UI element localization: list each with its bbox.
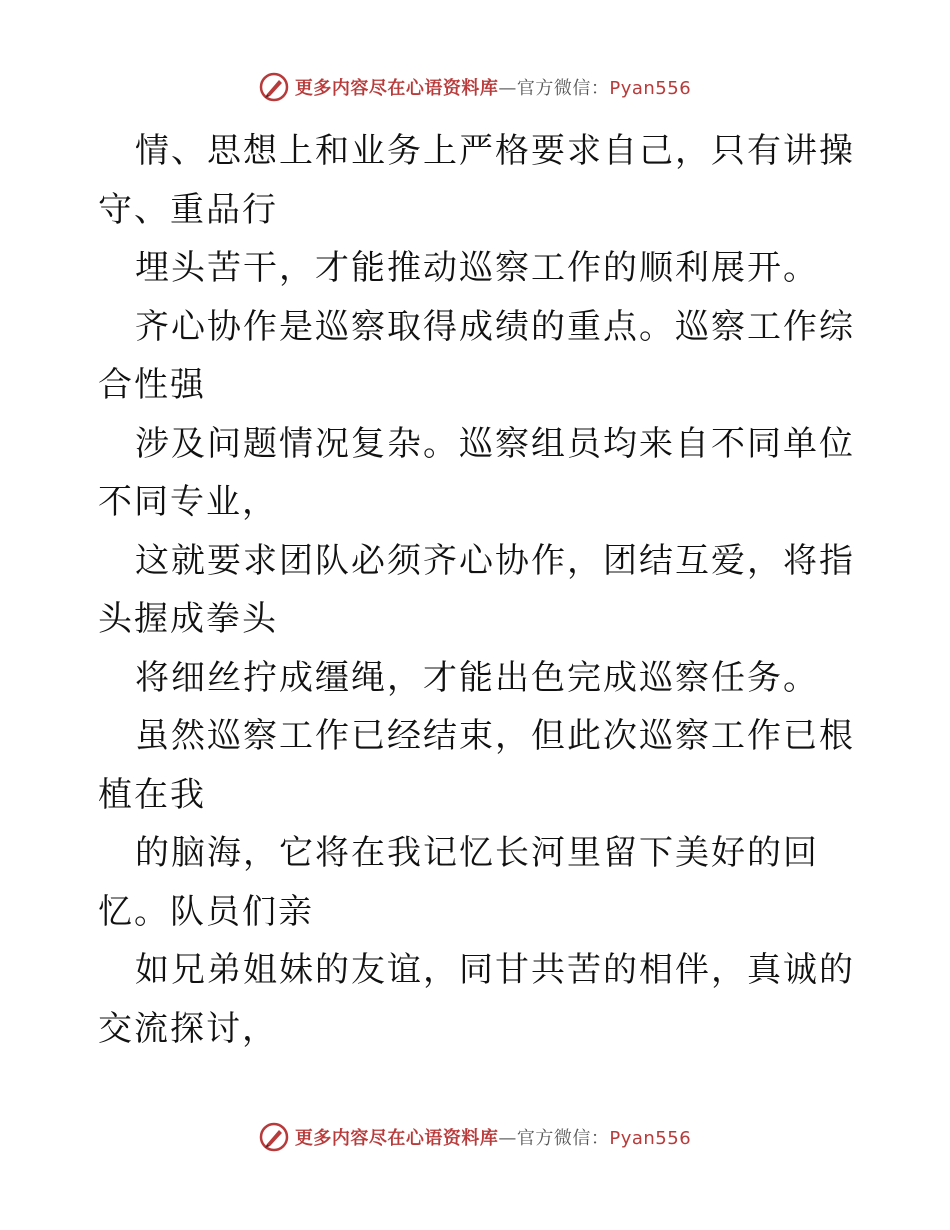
header-banner-title: 更多内容尽在心语资料库: [294, 78, 499, 99]
paragraph: 涉及问题情况复杂。巡察组员均来自不同单位不同专业，: [98, 423, 855, 522]
paragraph: 这就要求团队必须齐心协作，团结互爱，将指头握成拳头: [98, 540, 855, 639]
footer-banner-dash: —: [498, 1128, 517, 1149]
paragraph: 情、思想上和业务上严格要求自己，只有讲操守、重品行: [98, 131, 855, 230]
footer-banner-text: [295, 1124, 691, 1150]
header-banner-wechat-id: Pyan556: [609, 78, 692, 99]
footer-banner-wechat-id: Pyan556: [609, 1128, 692, 1149]
header-banner-wechat-label: 官方微信：: [516, 78, 610, 99]
footer-banner-title: 更多内容尽在心语资料库: [294, 1128, 499, 1149]
footer-banner-wechat-label: 官方微信：: [516, 1128, 610, 1149]
header-banner-dash: —: [498, 78, 517, 99]
header-banner: [0, 72, 950, 102]
paragraph: 埋头苦干，才能推动巡察工作的顺利展开。: [135, 248, 819, 288]
paragraph: 如兄弟姐妹的友谊，同甘共苦的相伴，真诚的交流探讨，: [98, 950, 855, 1049]
pen-logo-icon: [259, 1122, 289, 1152]
pen-logo-icon: [259, 72, 289, 102]
footer-banner: [0, 1122, 950, 1152]
paragraph: 的脑海，它将在我记忆长河里留下美好的回忆。队员们亲: [98, 833, 819, 932]
header-banner-text: [295, 74, 691, 100]
paragraph: 虽然巡察工作已经结束，但此次巡察工作已根植在我: [98, 716, 855, 815]
paragraph: 齐心协作是巡察取得成绩的重点。巡察工作综合性强: [98, 306, 855, 405]
document-body: [98, 122, 858, 1058]
paragraph: 将细丝拧成缰绳，才能出色完成巡察任务。: [135, 657, 819, 698]
